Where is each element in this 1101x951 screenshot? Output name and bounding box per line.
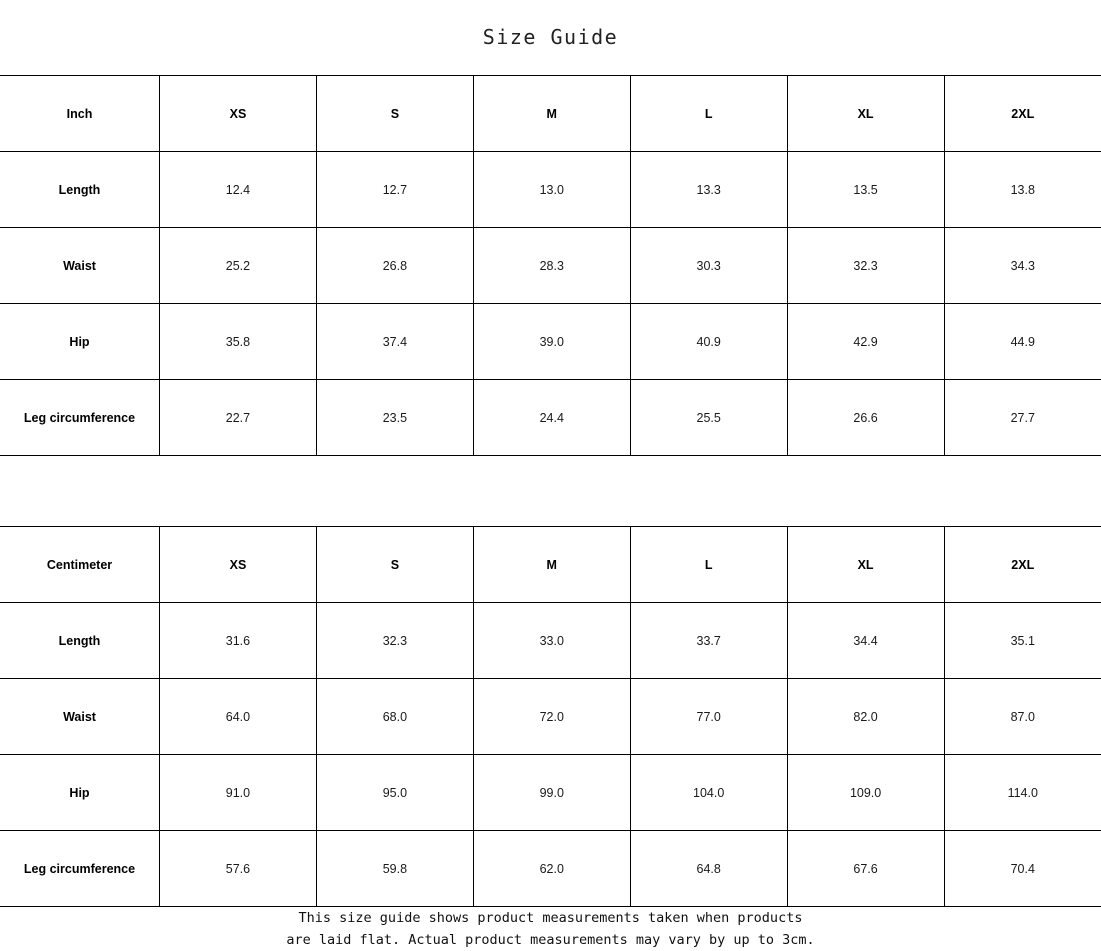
table-row	[0, 755, 1101, 831]
cell: 28.3	[473, 228, 630, 304]
cell: 35.8	[160, 304, 317, 380]
cell: 32.3	[316, 603, 473, 679]
table-row	[0, 603, 1101, 679]
table-header-row	[0, 76, 1101, 152]
cell: 59.8	[316, 831, 473, 907]
cell: 32.3	[787, 228, 944, 304]
column-header-xs: XS	[160, 527, 317, 603]
cell: 13.8	[944, 152, 1101, 228]
cell: 33.0	[473, 603, 630, 679]
row-label-length: Length	[0, 603, 160, 679]
cell: 37.4	[316, 304, 473, 380]
column-header-xl: XL	[787, 527, 944, 603]
column-header-l: L	[630, 76, 787, 152]
cell: 114.0	[944, 755, 1101, 831]
cell: 77.0	[630, 679, 787, 755]
cell: 24.4	[473, 380, 630, 456]
row-label-hip: Hip	[0, 755, 160, 831]
cell: 12.4	[160, 152, 317, 228]
size-table-inch	[0, 76, 1101, 456]
cell: 99.0	[473, 755, 630, 831]
cell: 62.0	[473, 831, 630, 907]
cell: 57.6	[160, 831, 317, 907]
cell: 26.6	[787, 380, 944, 456]
cell: 34.3	[944, 228, 1101, 304]
table-row	[0, 304, 1101, 380]
column-header-2xl: 2XL	[944, 527, 1101, 603]
cell: 104.0	[630, 755, 787, 831]
footnote-line-1: This size guide shows product measurements taken when products	[298, 910, 803, 926]
column-header-xl: XL	[787, 76, 944, 152]
table-header-row	[0, 527, 1101, 603]
cell: 40.9	[630, 304, 787, 380]
size-table-centimeter	[0, 527, 1101, 907]
cell: 72.0	[473, 679, 630, 755]
cell: 33.7	[630, 603, 787, 679]
page-title: Size Guide	[0, 0, 1101, 76]
unit-label-inch: Inch	[0, 76, 160, 152]
column-header-l: L	[630, 527, 787, 603]
column-header-xs: XS	[160, 76, 317, 152]
footnote	[0, 907, 1101, 951]
row-label-waist: Waist	[0, 679, 160, 755]
cell: 67.6	[787, 831, 944, 907]
column-header-s: S	[316, 76, 473, 152]
cell: 35.1	[944, 603, 1101, 679]
table-row	[0, 679, 1101, 755]
cell: 23.5	[316, 380, 473, 456]
row-label-hip: Hip	[0, 304, 160, 380]
cell: 27.7	[944, 380, 1101, 456]
table-row	[0, 831, 1101, 907]
row-label-waist: Waist	[0, 228, 160, 304]
cell: 39.0	[473, 304, 630, 380]
cell: 68.0	[316, 679, 473, 755]
cell: 64.8	[630, 831, 787, 907]
cell: 31.6	[160, 603, 317, 679]
table-row	[0, 152, 1101, 228]
cell: 82.0	[787, 679, 944, 755]
cell: 91.0	[160, 755, 317, 831]
cell: 12.7	[316, 152, 473, 228]
cell: 13.0	[473, 152, 630, 228]
table-row	[0, 380, 1101, 456]
cell: 95.0	[316, 755, 473, 831]
row-label-length: Length	[0, 152, 160, 228]
cell: 13.5	[787, 152, 944, 228]
unit-label-centimeter: Centimeter	[0, 527, 160, 603]
cell: 25.5	[630, 380, 787, 456]
table-separator	[0, 456, 1101, 527]
row-label-leg-circumference: Leg circumference	[0, 380, 160, 456]
cell: 34.4	[787, 603, 944, 679]
cell: 13.3	[630, 152, 787, 228]
cell: 42.9	[787, 304, 944, 380]
cell: 30.3	[630, 228, 787, 304]
cell: 44.9	[944, 304, 1101, 380]
table-row	[0, 228, 1101, 304]
cell: 64.0	[160, 679, 317, 755]
cell: 26.8	[316, 228, 473, 304]
footnote-line-2: are laid flat. Actual product measurements may vary by up to 3cm.	[286, 932, 815, 948]
column-header-s: S	[316, 527, 473, 603]
column-header-m: M	[473, 76, 630, 152]
column-header-m: M	[473, 527, 630, 603]
cell: 22.7	[160, 380, 317, 456]
cell: 70.4	[944, 831, 1101, 907]
row-label-leg-circumference: Leg circumference	[0, 831, 160, 907]
cell: 87.0	[944, 679, 1101, 755]
cell: 25.2	[160, 228, 317, 304]
column-header-2xl: 2XL	[944, 76, 1101, 152]
cell: 109.0	[787, 755, 944, 831]
